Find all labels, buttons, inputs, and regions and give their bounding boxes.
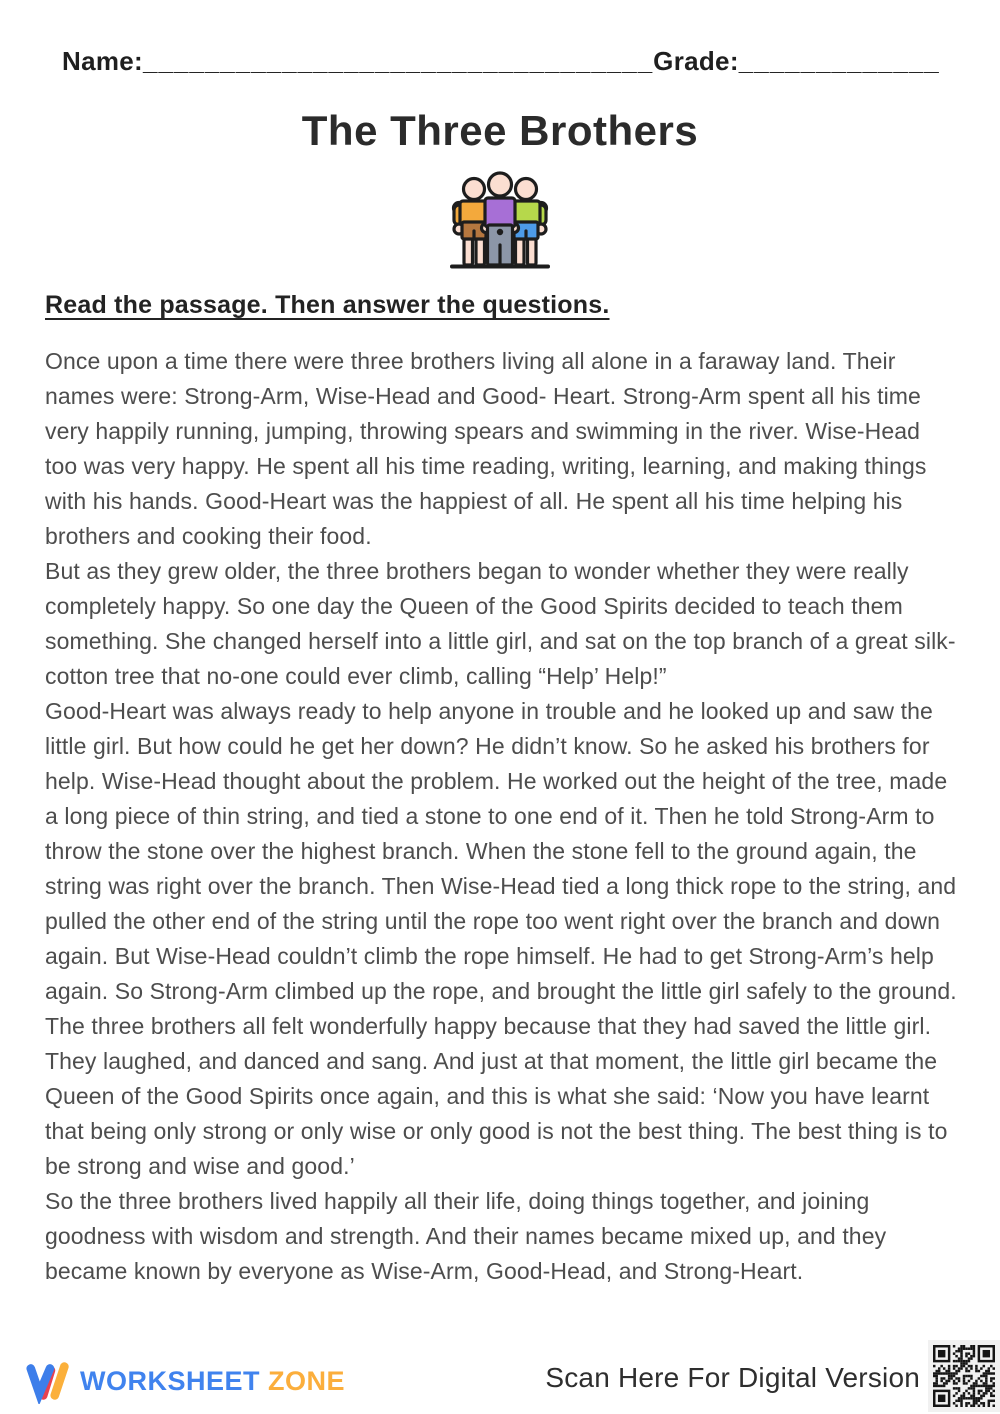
qr-code-pattern [933, 1345, 995, 1407]
brand-word-worksheet: WORKSHEET [80, 1365, 260, 1396]
footer [0, 1340, 1000, 1414]
passage-paragraph: But as they grew older, the three brothers began to wonder whether they were really completely happy. So one day the Queen of the Good Spirits decided to teach them something. She changed herself into a little girl, and sat on the top branch of a great silk-cotton tree that no-one could ever climb, calling “Help’ Help!” [45, 558, 956, 689]
name-label: Name: [62, 46, 143, 76]
page-title: The Three Brothers [301, 107, 699, 154]
name-field [62, 46, 653, 77]
three-brothers-illustration [445, 169, 555, 273]
passage-paragraph: So the three brothers lived happily all their life, doing things together, and joining goodness with wisdom and strength. And their names became mixed up, and they became known by everyone as Wise-Arm, Good-Head, and Strong-Heart. [45, 1188, 887, 1284]
passage [45, 344, 957, 1289]
brand-word-zone: ZONE [268, 1365, 346, 1396]
scan-section [545, 1340, 1000, 1412]
passage-paragraph: Good-Heart was always ready to help anyone in trouble and he looked up and saw the little girl. But how could he get her down? He didn’t know. So he asked his brothers for help. Wise-Head thought about the problem. He worked out the height of the tree, made a long piece of thin string, and tied a stone to one end of it. Then he told Strong-Arm to throw the stone over the highest branch. When the stone fell to the ground again, the string was right over the branch. Then Wise-Head tied a long thick rope to the string, and pulled the other end of the string until the rope too went right over the branch and down again. But Wise-Head couldn’t climb the rope himself. He had to get Strong-Arm’s help again. So Strong-Arm climbed up the rope, and brought the little girl safely to the ground. The three brothers all felt wonderfully happy because that they had saved the little girl. They laughed, and danced and sang. And just at that moment, the little girl became the Queen of the Good Spirits once again, and this is what she said: ‘Now you have learnt that being only strong or only wise or only good is not the best thing. The best thing is to be strong and wise and good.’ [45, 698, 957, 1179]
scan-here-text: Scan Here For Digital Version [545, 1362, 920, 1393]
grade-label: Grade: [653, 46, 739, 76]
qr-code [928, 1340, 1000, 1412]
three-brothers-icon [0, 169, 1000, 273]
name-line[interactable]: _________________________________ [142, 46, 654, 76]
passage-paragraph: Once upon a time there were three brothers living all alone in a faraway land. Their names were: Strong-Arm, Wise-Head and Good- Heart. Strong-Arm spent all his time very happily running, jumping, throwing spears and swimming in the river. Wise-Head too was very happy. He spent all his time reading, writing, learning, and making things with his hands. Good-Heart was the happiest of all. He spent all his time helping his brothers and cooking their food. [45, 348, 927, 549]
instruction-heading: Read the passage. Then answer the questions. [45, 291, 610, 319]
grade-line[interactable]: _____________ [738, 46, 940, 76]
logo-w-icon [25, 1358, 73, 1404]
worksheet-zone-logo [25, 1358, 345, 1404]
grade-field [653, 46, 940, 77]
header [0, 0, 1000, 77]
